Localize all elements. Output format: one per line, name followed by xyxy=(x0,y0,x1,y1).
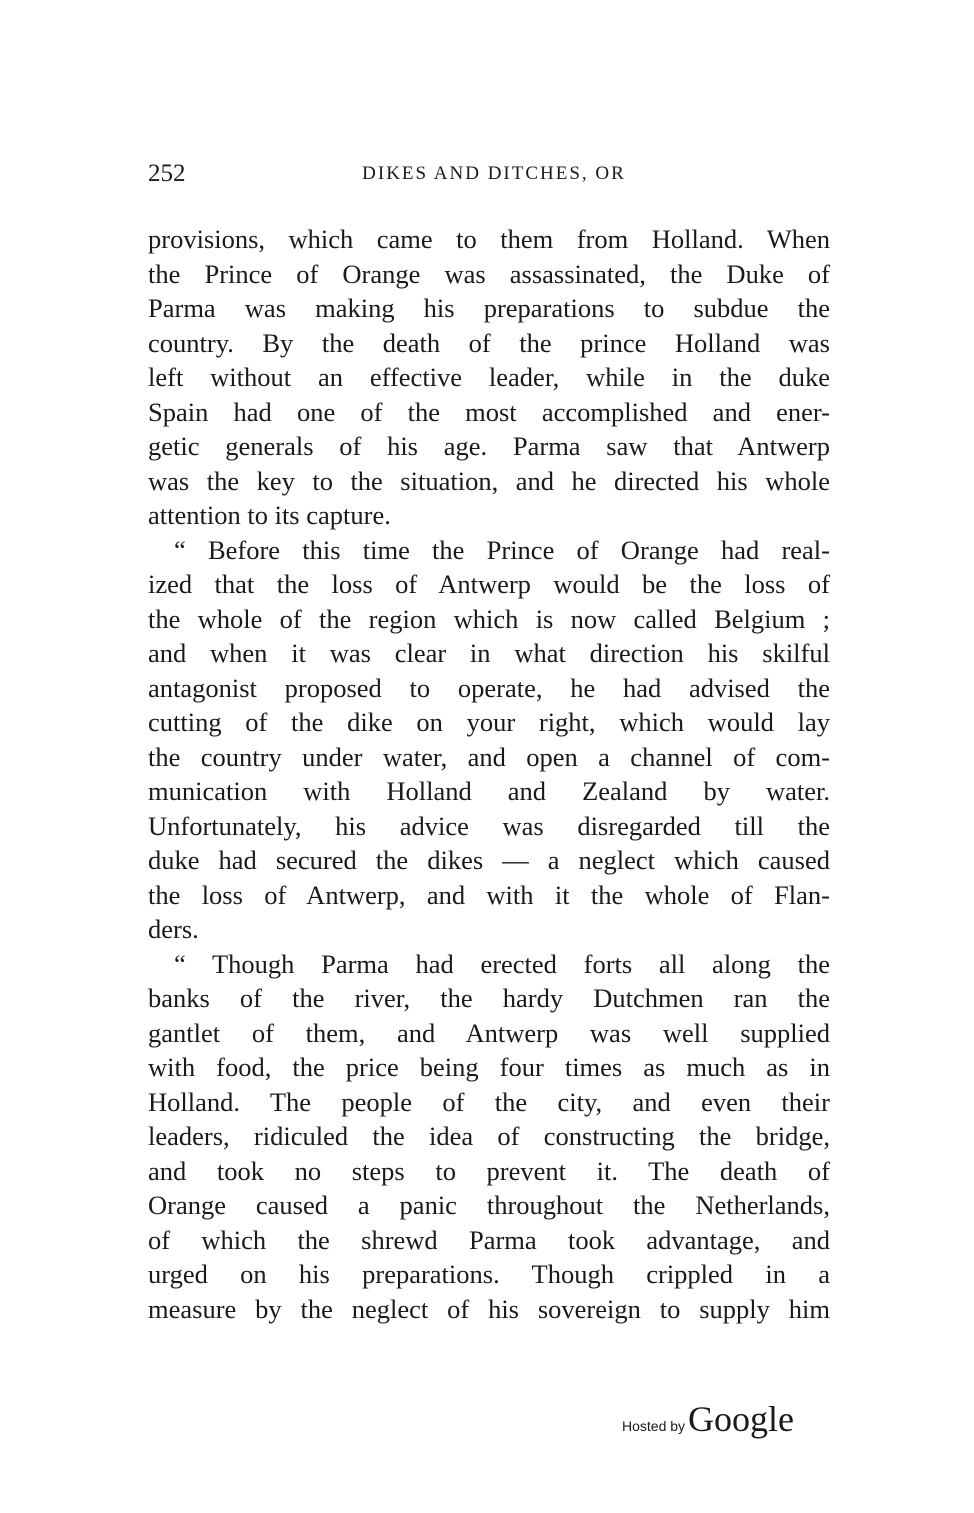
text-line: “ Before this time the Prince of Orange had real- xyxy=(174,534,830,565)
text-line: and took no steps to prevent it. The death of xyxy=(148,1155,830,1186)
text-line: and when it was clear in what direction his skilful xyxy=(148,638,830,668)
text-line: gantlet of them, and Antwerp was well supplied xyxy=(148,1017,830,1048)
text-line: Unfortunately, his advice was disregarded till the xyxy=(148,810,830,841)
page-number: 252 xyxy=(148,160,186,187)
text-line: Orange caused a panic throughout the Netherlands, xyxy=(148,1190,830,1220)
text-line: “ Though Parma had erected forts all along the xyxy=(174,948,830,979)
text-line: cutting of the dike on your right, which would lay xyxy=(148,707,830,737)
text-line: measure by the neglect of his sovereign to supply him xyxy=(148,1293,830,1324)
text-line: of which the shrewd Parma took advantage, and xyxy=(148,1224,830,1255)
text-line: leaders, ridiculed the idea of constructing the bridge, xyxy=(148,1121,830,1151)
text-line: provisions, which came to them from Holland. When xyxy=(148,224,830,254)
text-line: Holland. The people of the city, and even their xyxy=(148,1086,830,1117)
text-line: country. By the death of the prince Holland was xyxy=(148,327,830,358)
body-text xyxy=(148,222,830,1326)
hosted-by-google-watermark xyxy=(622,1398,794,1440)
text-line: attention to its capture. xyxy=(148,500,391,530)
text-line: Spain had one of the most accomplished and ener- xyxy=(148,396,830,427)
page-header xyxy=(148,160,830,190)
text-line: the Prince of Orange was assassinated, the Duke of xyxy=(148,258,830,289)
text-line: duke had secured the dikes — a neglect which caused xyxy=(148,845,830,875)
text-line: with food, the price being four times as much as in xyxy=(148,1052,830,1082)
text-line: the loss of Antwerp, and with it the whole of Flan- xyxy=(148,879,830,910)
text-line: banks of the river, the hardy Dutchmen ran the xyxy=(148,983,830,1013)
hosted-by-label: Hosted by xyxy=(622,1418,686,1434)
text-line: ized that the loss of Antwerp would be the loss of xyxy=(148,569,830,599)
text-line: the country under water, and open a channel of com- xyxy=(148,741,830,772)
text-line: ders. xyxy=(148,914,199,944)
text-line: antagonist proposed to operate, he had advised the xyxy=(148,672,830,703)
text-line: getic generals of his age. Parma saw that Antwerp xyxy=(148,431,830,461)
text-line: was the key to the situation, and he directed his whole xyxy=(148,465,830,496)
text-line: urged on his preparations. Though crippled in a xyxy=(148,1259,830,1289)
text-line: left without an effective leader, while in the duke xyxy=(148,362,830,392)
text-line: the whole of the region which is now called Belgium ; xyxy=(148,603,830,634)
running-title: DIKES AND DITCHES, OR xyxy=(362,163,626,184)
google-logo: Google xyxy=(688,1399,795,1439)
text-line: Parma was making his preparations to subdue the xyxy=(148,293,830,323)
text-line: munication with Holland and Zealand by water. xyxy=(148,776,830,806)
